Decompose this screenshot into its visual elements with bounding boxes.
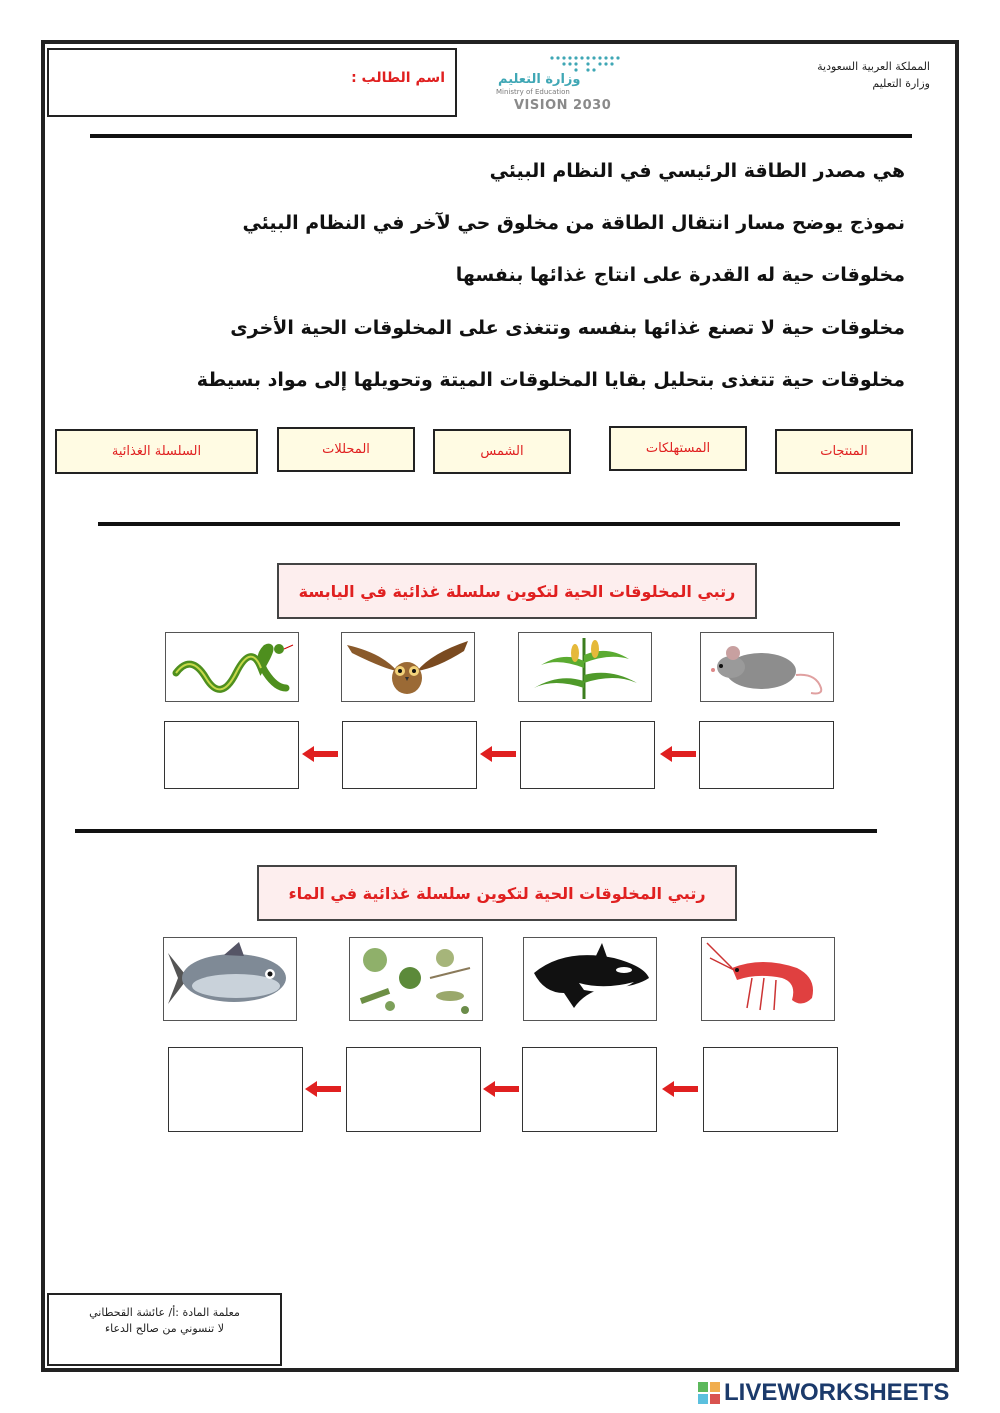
arrow-left-icon <box>480 746 516 762</box>
arrow-left-icon <box>662 1081 698 1097</box>
country-name: المملكة العربية السعودية <box>817 60 930 73</box>
plankton-image[interactable] <box>349 937 483 1021</box>
vision-logo: VISION 2030 <box>514 98 612 113</box>
logo-text-ar: وزارة التعليم <box>498 72 581 87</box>
page-frame <box>41 40 959 1372</box>
question-5: مخلوقات حية تتغذى بتحليل بقايا المخلوقات الميتة وتحويلها إلى مواد بسيطة <box>196 369 905 391</box>
question-2: نموذج يوضح مسار انتقال الطاقة من مخلوق حي لآخر في النظام البيئي <box>242 212 905 234</box>
water-answer-box-4[interactable] <box>168 1047 303 1132</box>
land-answer-box-3[interactable] <box>342 721 477 789</box>
question-3: مخلوقات حية له القدرة على انتاج غذائها بنفسها <box>455 264 905 286</box>
brand-text: LIVEWORKSHEETS <box>724 1379 950 1406</box>
teacher-footer <box>47 1293 282 1366</box>
liveworksheets-logo <box>698 1379 998 1409</box>
land-answer-box-2[interactable] <box>520 721 655 789</box>
snake-image[interactable] <box>165 632 299 702</box>
water-chain-title: رتبي المخلوقات الحية لتكوين سلسلة غذائية في الماء <box>257 865 737 921</box>
divider <box>90 134 912 138</box>
word-food-chain[interactable]: السلسلة الغذائية <box>55 429 258 474</box>
arrow-left-icon <box>305 1081 341 1097</box>
student-name-label: اسم الطالب : <box>351 70 445 86</box>
word-producers[interactable]: المنتجات <box>775 429 913 474</box>
corn-plant-image[interactable] <box>518 632 652 702</box>
word-sun[interactable]: الشمس <box>433 429 571 474</box>
owl-image[interactable] <box>341 632 475 702</box>
teacher-name: معلمة المادة :أ/ عائشة القحطاني <box>89 1306 240 1319</box>
shrimp-image[interactable] <box>701 937 835 1021</box>
arrow-left-icon <box>483 1081 519 1097</box>
word-decomposers[interactable]: المحللات <box>277 427 415 472</box>
land-answer-box-1[interactable] <box>699 721 834 789</box>
land-answer-box-4[interactable] <box>164 721 299 789</box>
footer-note: لا تنسوني من صالح الدعاء <box>104 1322 225 1335</box>
water-answer-box-1[interactable] <box>703 1047 838 1132</box>
logo-text-en: Ministry of Education <box>496 88 570 96</box>
tuna-fish-image[interactable] <box>163 937 297 1021</box>
ministry-name: وزارة التعليم <box>872 77 930 90</box>
ministry-logo <box>492 52 632 124</box>
water-answer-box-2[interactable] <box>522 1047 657 1132</box>
ministry-header <box>700 58 930 92</box>
orca-image[interactable] <box>523 937 657 1021</box>
question-1: هي مصدر الطاقة الرئيسي في النظام البيئي <box>489 160 905 182</box>
arrow-left-icon <box>660 746 696 762</box>
word-consumers[interactable]: المستهلكات <box>609 426 747 471</box>
water-answer-box-3[interactable] <box>346 1047 481 1132</box>
arrow-left-icon <box>302 746 338 762</box>
land-chain-title: رتبي المخلوقات الحية لتكوين سلسلة غذائية في اليابسة <box>277 563 757 619</box>
divider <box>75 829 877 833</box>
question-4: مخلوقات حية لا تصنع غذائها بنفسه وتتغذى على المخلوقات الحية الأخرى <box>230 317 905 339</box>
divider <box>98 522 900 526</box>
mouse-image[interactable] <box>700 632 834 702</box>
liveworksheets-icon <box>698 1382 720 1404</box>
